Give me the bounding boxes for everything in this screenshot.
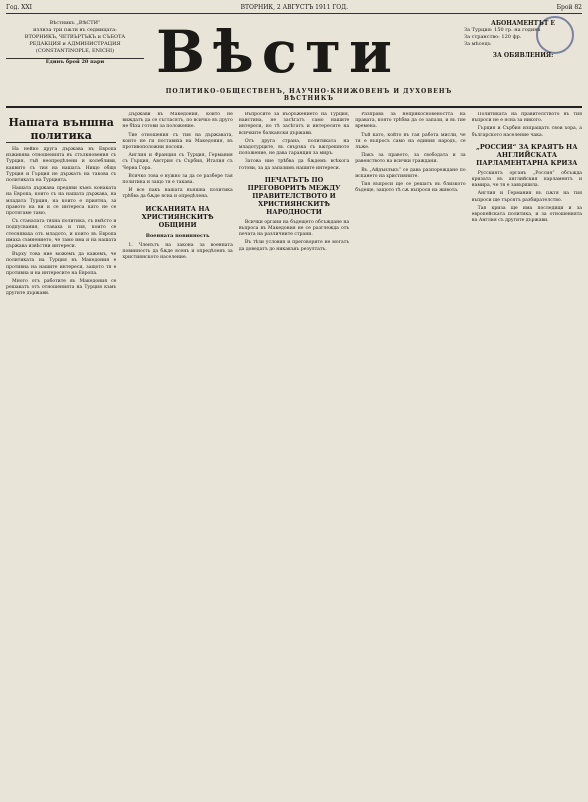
paragraph: Всички органи на бъдещето обсъждане на въпроса въ Македония не се разглежда отъ печата на различните страни. [238, 219, 350, 238]
paragraph: Въпросите за въоръжението на Турция, наистина, не засѣгатъ само нашите интереси, но тѣ засѣгатъ и интересите на всичките балкански държави. [238, 112, 350, 136]
paragraph: Тия въпроси ще се решатъ въ близкото бъдеще, защото тѣ сѫ въпроси на живота. [355, 182, 466, 194]
subscription-line-2: За странство: 120 фр. [464, 34, 522, 40]
masthead-title: Вѣсти [156, 18, 401, 86]
subscription-line-1: За Турция: 150 гр. на година [464, 27, 541, 33]
issue-label: Брой 82 [556, 4, 582, 11]
column-1 [6, 112, 116, 802]
masthead [6, 14, 582, 108]
paragraph: Англия и Германия въ пѫтя на тия въпроси ще търсятъ разбирателство. [471, 191, 583, 203]
paragraph: Разправа за неприкосновеността на правата, която трѣбва да се запази, и въ тие времена. [355, 112, 466, 130]
section-title: ИСКАНИЯТА НА ХРИСТИЯНСКИТѢ ОБЩИНИ [141, 204, 214, 229]
left-line-5: (CONSTANTINOPLE, ENICHI) [35, 48, 115, 54]
left-line-4: РЕДАКЦИЯ и АДМИНИСТРАЦИЯ [29, 41, 121, 47]
paragraph: 1. Членътъ на закона за военната повинность да бѫде ясенъ и опредѣленъ за християнското население. [122, 242, 233, 261]
paragraph: Политиката на правителството въ тия въпроси не е ясна за никого. [471, 112, 583, 124]
paragraph: Англия и Франция съ Турция, Германия съ Гърция, Австрия съ Сърбия, Италия съ Черна Гора. [122, 153, 233, 171]
paragraph: Русскиятъ органъ „Россия“ обсъжда кризата въ английския парламентъ и намира, че тя е завършила. [471, 170, 583, 189]
paragraph: Тъй като, който въ тая работа мисли, че тя е въпросъ само на единия народъ, се лъже. [355, 132, 466, 151]
section-title: „РОССИЯ“ ЗА КРАЯТЪ НА АНГЛИЙСКАТА ПАРЛАМЕНТАРНА КРИЗА [476, 142, 578, 167]
paragraph: Въ тѣзи условия и преговорите не могатъ да доведатъ до никакъвъ резултатъ. [238, 240, 350, 252]
paragraph: Тие отношения съ тия на държавата, които не ги поставиха на Македония, въ противоположни посоки. [122, 132, 233, 151]
masthead-subtitle: ПОЛИТИКО-ОБЩЕСТВЕНЪ, НАУЧНО-КНИЖОВЕНЪ И ДУХОВЕНЪ ВѢСТНИКЪ [165, 88, 453, 102]
paragraph: Въ „Айдънлъкъ“ се дава разпореждане по искането на християните. [355, 167, 466, 179]
paragraph: Върху това ние можемъ да кажемъ, че политиката на Турция въ Македония е противна на нашите интереси, защото тя е противна и на интересите на Европа. [6, 252, 117, 276]
paragraph: Съ станалата тяхна политика, съ вмѣсто и подпусвания, ставаха и тия, които се стесняваха отъ младото, и които въ Европа имаха съмнението, че тамо има и на нашата държава извѣстни интереси. [6, 219, 117, 250]
price-label: Единъ брой 20 пари [6, 58, 144, 66]
masthead-left-box [6, 20, 144, 66]
paragraph: Тая криза ще има последици и за европейската политика, и за отношенията на Англия съ другите държави. [471, 205, 583, 224]
ads-heading: ЗА ОБЯВЛЕНИЯ: [492, 52, 554, 59]
left-line-2: излиза три пѫти въ седмицата: [33, 27, 117, 33]
column-5 [472, 112, 582, 802]
paragraph: Пакъ за правото, за свободата и за равенството на всички граждани. [355, 153, 466, 165]
main-article-title: Нашата външна политика [6, 116, 116, 143]
date-label: ВТОРНИК, 2 АВГУСТЪ 1911 ГОД. [240, 4, 348, 11]
left-line-3: ВТОРНИКЪ, ЧЕТВЪРТЪКЪ и СЪБОТА [24, 34, 126, 40]
header-line [6, 4, 582, 14]
paragraph: Всичко това е нужно за да се разбере тая политика и защо тя е такава. [122, 173, 233, 186]
paragraph: Държави въ Македония, които не виждатъ да се съгласятъ, по всичко въ друго не бѣха готови за положение. [122, 112, 233, 130]
section-title: ПЕЧАТЪТЪ ПО ПРЕГОВОРИТѢ МЕЖДУ ПРАВИТЕЛСТВОТО И ХРИСТИЯНСКИТѢ НАРОДНОСТИ [247, 175, 341, 216]
column-3 [239, 112, 349, 802]
subscription-heading: АБОНАМЕНТЪТ Е [490, 20, 555, 27]
paragraph: Нашата държава предяви къмъ конаката на Европа, които съ на нашата държава, на младата Турция, на които е приятна, за правото на ви и се интереса като не се протягаме тамо. [6, 186, 117, 217]
section-subtitle: Военната повинность [145, 232, 210, 239]
article-columns [6, 112, 582, 802]
paragraph: Гърция и Сърбия изпращатъ свои хора, а българското население чака. [471, 126, 583, 138]
left-line-1: Вѣстникъ „ВѢСТИ“ [49, 20, 101, 26]
masthead-right-box [464, 20, 582, 59]
column-2 [122, 112, 232, 802]
paragraph: Затова ние трѣбва да бѫдемъ всѣкога готови, за да запазимъ нашите интереси. [238, 159, 350, 171]
subscription-line-3: За мѣсецъ [464, 41, 491, 47]
paragraph: Много отъ работите въ Македония се решаватъ отъ отношенията на Турция къмъ другите държави. [6, 279, 117, 297]
paragraph: И все пакъ нашата външна политика трѣбва да бѫде ясна и опредѣлена. [122, 188, 233, 200]
column-4 [355, 112, 465, 802]
paragraph: Отъ друга страна, политиката на младотурците, въ свързка съ вѫтрешното положение, не дава гаранция за миръ. [238, 138, 350, 157]
paragraph: На нейно друга държава въ Европа изживява отношенията въ стълкновения съ Турция, тъй неопредѣлени и колебливи, каквито съ тия на нашата. Нищо общо Турция и Гърция не държатъ на такова съ политиката на Турцията. [6, 147, 117, 184]
year-label: Год. XXI [6, 4, 33, 11]
